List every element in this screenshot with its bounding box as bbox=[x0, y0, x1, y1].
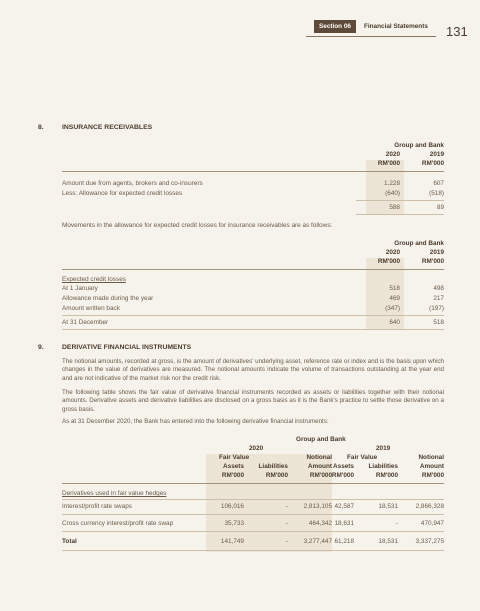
note9-paragraph-3: As at 31 December 2020, the Bank has entered into the following derivative financial instruments: bbox=[62, 418, 329, 425]
note9-total-cell: 61,218 bbox=[334, 538, 354, 545]
note9-unit: RM'000 bbox=[309, 472, 332, 479]
note8-mv-row-2019: (197) bbox=[429, 305, 444, 312]
note8-unit-2019: RM'000 bbox=[421, 160, 444, 167]
divider bbox=[62, 550, 444, 551]
divider bbox=[62, 269, 444, 270]
note9-amount-2019: Amount bbox=[419, 463, 444, 470]
note9-notional-2020: Notional bbox=[306, 454, 332, 461]
note9-cell: - bbox=[395, 520, 398, 527]
note9-unit: RM'000 bbox=[421, 472, 444, 479]
note9-total-label: Total bbox=[62, 538, 77, 545]
note8-mv-row-label: Amount written back bbox=[62, 305, 120, 312]
note9-unit: RM'000 bbox=[331, 472, 354, 479]
note9-assets-2020: Assets bbox=[223, 463, 244, 470]
header-divider bbox=[306, 36, 436, 37]
note8-mv-total-2019: 518 bbox=[433, 319, 444, 326]
note9-liabilities-2019: Liabilities bbox=[368, 463, 398, 470]
divider bbox=[62, 315, 444, 316]
note9-cell: - bbox=[285, 520, 288, 527]
header-title: Financial Statements bbox=[363, 22, 428, 30]
note8-mv-heading: Expected credit losses bbox=[62, 276, 126, 283]
note8-mv-year-2019: 2019 bbox=[429, 249, 444, 256]
note8-mv-row-2020: 469 bbox=[389, 295, 400, 302]
note9-paragraph-1: The notional amounts, recorded at gross, is the amount of derivatives' underlying asset, reference rate or index and is the basis upon which changes in the value of derivatives are measured. The notional amounts indicate the volume of transactions outstanding at the year end and are not indicative of the market risk nor the credit risk. bbox=[62, 358, 444, 382]
note8-number: 8. bbox=[38, 124, 44, 131]
note9-total-cell: 18,531 bbox=[378, 538, 398, 545]
note8-year-2020: 2020 bbox=[385, 151, 400, 158]
note9-fair-value-2020: Fair Value bbox=[219, 454, 250, 461]
note8-row-label: Amount due from agents, brokers and co-insurers bbox=[62, 180, 203, 187]
page-header bbox=[314, 18, 428, 34]
note8-row-value-2019: (518) bbox=[429, 190, 444, 197]
note8-mv-row-label: Allowance made during the year bbox=[62, 295, 154, 302]
note9-cell: 470,947 bbox=[420, 520, 444, 527]
divider bbox=[356, 214, 444, 215]
note9-year-2020: 2020 bbox=[249, 445, 264, 452]
note8-row-value-2020: 1,228 bbox=[384, 180, 400, 187]
note9-unit: RM'000 bbox=[221, 472, 244, 479]
divider bbox=[62, 499, 444, 500]
note9-title: DERIVATIVE FINANCIAL INSTRUMENTS bbox=[62, 344, 192, 351]
note8-row-value-2020: (640) bbox=[385, 190, 400, 197]
note9-cell: 18,631 bbox=[334, 520, 354, 527]
divider bbox=[62, 514, 444, 515]
note8-year-2019: 2019 bbox=[429, 151, 444, 158]
note9-row-label: Cross currency interest/profit rate swap bbox=[62, 520, 174, 527]
note8-mv-total-2020: 640 bbox=[389, 319, 400, 326]
divider bbox=[62, 483, 444, 484]
note8-movement-text: Movements in the allowance for expected credit losses for insurance receivables are as follows: bbox=[62, 222, 333, 229]
section-badge: Section 06 bbox=[314, 20, 356, 33]
note8-mv-unit-2019: RM'000 bbox=[421, 258, 444, 265]
note9-notional-2019: Notional bbox=[418, 454, 444, 461]
note8-mv-row-2020: (347) bbox=[385, 305, 400, 312]
note9-unit: RM'000 bbox=[265, 472, 288, 479]
note8-net-2019: 89 bbox=[436, 204, 444, 211]
note9-total-cell: - bbox=[285, 538, 288, 545]
divider bbox=[356, 200, 444, 201]
note9-year-2019: 2019 bbox=[376, 445, 391, 452]
note9-group-label: Group and Bank bbox=[296, 436, 346, 443]
note9-total-cell: 3,337,275 bbox=[415, 538, 444, 545]
note9-cell: 35,733 bbox=[224, 520, 244, 527]
divider bbox=[62, 171, 444, 172]
note8-row-value-2019: 607 bbox=[433, 180, 444, 187]
note9-section-heading: Derivatives used in fair value hedges bbox=[62, 490, 167, 497]
note9-cell: 2,866,328 bbox=[415, 503, 444, 510]
note8-net-2020: 588 bbox=[389, 204, 400, 211]
note9-paragraph-2: The following table shows the fair value of derivative financial instruments recorded as assets or liabilities together with their notional amounts. Derivative assets and derivative liabilities are disclosed on a gross basis as it is the Bank's practice to settle those derivative on a gross basis. bbox=[62, 389, 444, 413]
note9-cell: - bbox=[285, 503, 288, 510]
note9-liabilities-2020: Liabilities bbox=[258, 463, 288, 470]
note9-cell: 2,813,105 bbox=[303, 503, 332, 510]
note9-number: 9. bbox=[38, 344, 44, 351]
note9-cell: 42,587 bbox=[334, 503, 354, 510]
divider bbox=[62, 329, 444, 330]
note9-amount-2020: Amount bbox=[307, 463, 332, 470]
note8-mv-row-label: At 1 January bbox=[62, 285, 98, 292]
note8-unit-2020: RM'000 bbox=[377, 160, 400, 167]
note8-mv-row-2019: 498 bbox=[433, 285, 444, 292]
note8-mv-unit-2020: RM'000 bbox=[377, 258, 400, 265]
note8-mv-year-2020: 2020 bbox=[385, 249, 400, 256]
note9-total-cell: 3,277,447 bbox=[303, 538, 332, 545]
page-number: 131 bbox=[446, 24, 468, 39]
divider bbox=[62, 531, 444, 532]
note9-cell: 464,342 bbox=[308, 520, 332, 527]
note8-group-label: Group and Bank bbox=[394, 142, 444, 149]
note8-mv-total-label: At 31 December bbox=[62, 319, 109, 326]
note8-mv-row-2020: 518 bbox=[389, 285, 400, 292]
note9-row-label: Interest/profit rate swaps bbox=[62, 503, 132, 510]
note9-assets-2019: Assets bbox=[333, 463, 354, 470]
note9-fair-value-2019: Fair Value bbox=[347, 454, 378, 461]
note8-row-label: Less: Allowance for expected credit losses bbox=[62, 190, 183, 197]
note9-total-cell: 141,749 bbox=[220, 538, 244, 545]
note8-title: INSURANCE RECEIVABLES bbox=[62, 124, 153, 131]
note9-cell: 106,016 bbox=[220, 503, 244, 510]
note9-cell: 18,531 bbox=[378, 503, 398, 510]
note9-unit: RM'000 bbox=[375, 472, 398, 479]
note8-mv-row-2019: 217 bbox=[433, 295, 444, 302]
note8-mv-group-label: Group and Bank bbox=[394, 240, 444, 247]
